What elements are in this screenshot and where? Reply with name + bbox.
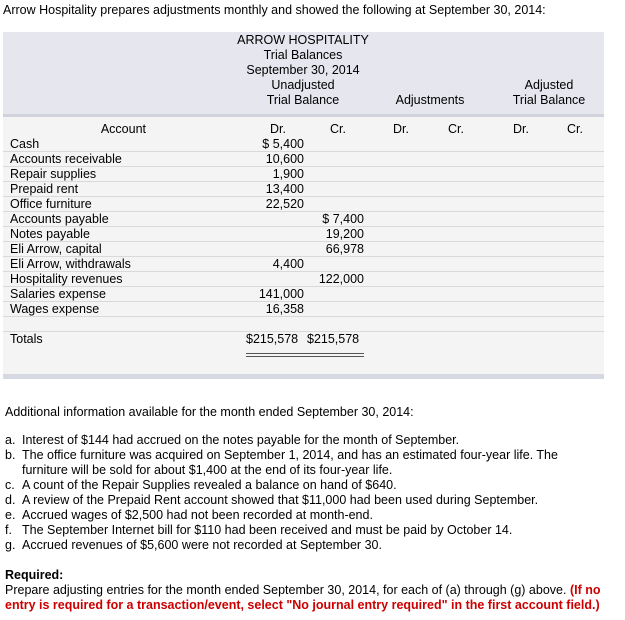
adjtb-cr-header: Cr.	[567, 122, 583, 136]
header-divider	[3, 114, 604, 117]
list-item: Interest of $144 had accrued on the notes payable for the month of September.	[22, 433, 460, 447]
table-row: Office furniture	[10, 197, 92, 211]
table-cell-dr: 16,358	[265, 302, 304, 316]
table-row: Cash	[10, 137, 40, 151]
list-item-letter: b.	[5, 448, 16, 462]
intro-text: Arrow Hospitality prepares adjustments monthly and showed the following at September 30, 2014:	[3, 3, 546, 17]
list-item: Accrued wages of $2,500 had not been recorded at month-end.	[22, 508, 373, 522]
table-row: Notes payable	[10, 227, 90, 241]
table-cell-dr: 10,600	[265, 152, 304, 166]
table-row: Accounts payable	[10, 212, 109, 226]
totals-cr: $215,578	[307, 332, 360, 346]
required-heading: Required:	[5, 568, 64, 582]
table-footer-band	[3, 374, 604, 379]
table-cell-dr: $ 5,400	[262, 137, 304, 151]
adjusted-heading-line1: Adjusted	[524, 78, 574, 92]
table-row: Repair supplies	[10, 167, 97, 181]
table-cell-cr: $ 7,400	[322, 212, 364, 226]
adjustments-heading: Adjustments	[395, 93, 465, 107]
required-note-line1: (If no	[569, 583, 601, 597]
report-date: September 30, 2014	[246, 63, 360, 77]
table-cell-dr: 4,400	[272, 257, 304, 271]
unadj-dr-header: Dr.	[270, 122, 286, 136]
list-item-letter: c.	[5, 478, 15, 492]
company-name: ARROW HOSPITALITY	[237, 33, 369, 47]
table-row: Salaries expense	[10, 287, 106, 301]
table-row: Prepaid rent	[10, 182, 79, 196]
list-item-letter: f.	[5, 523, 12, 537]
table-row: Eli Arrow, capital	[10, 242, 102, 256]
table-cell-dr: 22,520	[265, 197, 304, 211]
report-title: Trial Balances	[263, 48, 343, 62]
list-item: A count of the Repair Supplies revealed a balance on hand of $640.	[22, 478, 397, 492]
table-cell-cr: 19,200	[325, 227, 364, 241]
required-note-line2: entry is required for a transaction/event, select "No journal entry required" in the first account field.)	[5, 598, 600, 612]
unadjusted-heading-line1: Unadjusted	[271, 78, 335, 92]
table-cell-cr: 66,978	[325, 242, 364, 256]
adj-cr-header: Cr.	[448, 122, 464, 136]
table-row: Wages expense	[10, 302, 100, 316]
list-item: A review of the Prepaid Rent account showed that $11,000 had been used during September.	[22, 493, 539, 507]
table-cell-dr: 141,000	[258, 287, 304, 301]
account-column-header: Account	[100, 122, 146, 136]
totals-label: Totals	[10, 332, 43, 346]
list-item-letter: d.	[5, 493, 16, 507]
totals-double-rule	[246, 353, 364, 354]
adj-dr-header: Dr.	[393, 122, 409, 136]
list-item-letter: g.	[5, 538, 16, 552]
table-cell-dr: 13,400	[265, 182, 304, 196]
list-item: Accrued revenues of $5,600 were not recorded at September 30.	[22, 538, 382, 552]
list-item: The office furniture was acquired on September 1, 2014, and has an estimated four-year life. The	[22, 448, 558, 462]
list-item-letter: e.	[5, 508, 16, 522]
table-row: Eli Arrow, withdrawals	[10, 257, 131, 271]
list-item: furniture will be sold for about $1,400 at the end of its four-year life.	[22, 463, 393, 477]
table-row: Accounts receivable	[10, 152, 122, 166]
adjusted-heading-line2: Trial Balance	[512, 93, 586, 107]
list-item: The September Internet bill for $110 had been received and must be paid by October 14.	[22, 523, 513, 537]
unadj-cr-header: Cr.	[330, 122, 346, 136]
adjtb-dr-header: Dr.	[513, 122, 529, 136]
additional-info-heading: Additional information available for the month ended September 30, 2014:	[5, 405, 414, 419]
table-cell-dr: 1,900	[272, 167, 304, 181]
list-item-letter: a.	[5, 433, 16, 447]
totals-dr: $215,578	[246, 332, 299, 346]
table-row: Hospitality revenues	[10, 272, 123, 286]
required-text	[5, 583, 600, 598]
required-instruction: Prepare adjusting entries for the month ended September 30, 2014, for each of (a) through (g) above.	[5, 583, 570, 597]
table-cell-cr: 122,000	[318, 272, 364, 286]
unadjusted-heading-line2: Trial Balance	[266, 93, 340, 107]
